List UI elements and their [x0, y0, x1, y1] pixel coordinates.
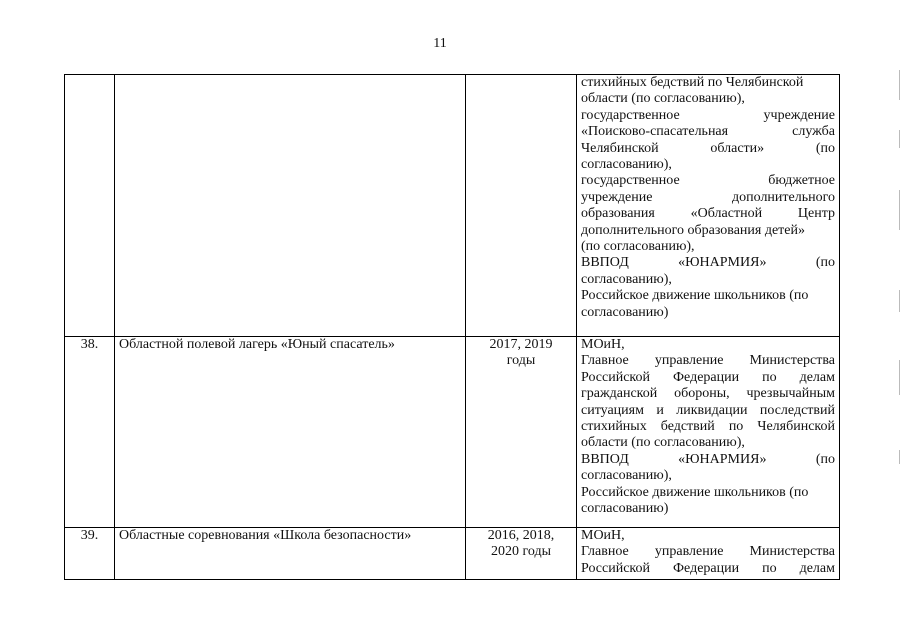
executors-cell [577, 528, 840, 580]
executor-line: ВВПОД «ЮНАРМИЯ» (по [581, 451, 835, 467]
executor-line: гражданской обороны, чрезвычайным [581, 386, 835, 402]
event-name-cell [115, 75, 466, 337]
event-name-cell: Областные соревнования «Школа безопасности» [115, 528, 466, 580]
dates-line: 2020 годы [490, 544, 552, 560]
executor-line: образования «Областной Центр [581, 206, 835, 222]
event-name-cell: Областной полевой лагерь «Юный спасатель» [115, 337, 466, 528]
executor-line: Челябинской области» (по [581, 140, 835, 156]
executor-line: согласованию) [581, 304, 669, 320]
executor-line: государственное бюджетное [581, 173, 835, 189]
dates-cell [466, 528, 577, 580]
executor-line: согласованию), [581, 157, 672, 173]
executor-line: области (по согласованию), [581, 435, 745, 451]
executor-line: согласованию) [581, 501, 669, 517]
dates-line: 2016, 2018, [487, 528, 555, 543]
executor-line: учреждение дополнительного [581, 189, 835, 205]
page-number: 11 [433, 36, 447, 51]
executor-line: государственное учреждение [581, 107, 835, 123]
executor-line: МОиН, [581, 337, 625, 352]
executor-line: ситуациям и ликвидации последствий [581, 402, 835, 418]
events-table [64, 74, 840, 580]
row-number-cell: 39. [65, 528, 115, 580]
dates-cell [466, 337, 577, 528]
executor-line: области (по согласованию), [581, 91, 745, 107]
table-row [65, 528, 840, 580]
executor-line: Российской Федерации по делам [581, 560, 835, 576]
executors-cell [577, 75, 840, 337]
executor-line: МОиН, [581, 528, 625, 543]
executor-line: согласованию), [581, 468, 672, 484]
dates-cell [466, 75, 577, 337]
table-row [65, 337, 840, 528]
row-number-cell: 38. [65, 337, 115, 528]
dates-line: годы [506, 353, 536, 369]
table-row [65, 75, 840, 337]
executor-line: Российское движение школьников (по [581, 484, 809, 500]
executor-line: дополнительного образования детей» [581, 222, 805, 238]
executor-line: Главное управление Министерства [581, 544, 835, 560]
executor-line: согласованию), [581, 271, 672, 287]
executor-line: Российское движение школьников (по [581, 288, 809, 304]
executor-line: «Поисково-спасательная служба [581, 124, 835, 140]
scan-edge-marks [897, 60, 903, 580]
executors-cell [577, 337, 840, 528]
executor-line: Главное управление Министерства [581, 353, 835, 369]
dates-line: 2017, 2019 [489, 337, 553, 352]
executor-line: Российской Федерации по делам [581, 369, 835, 385]
executor-line: ВВПОД «ЮНАРМИЯ» (по [581, 255, 835, 271]
executor-line: стихийных бедствий по Челябинской [581, 75, 804, 90]
row-number-cell [65, 75, 115, 337]
executor-line: стихийных бедствий по Челябинской [581, 419, 835, 435]
executor-line: (по согласованию), [581, 239, 695, 255]
